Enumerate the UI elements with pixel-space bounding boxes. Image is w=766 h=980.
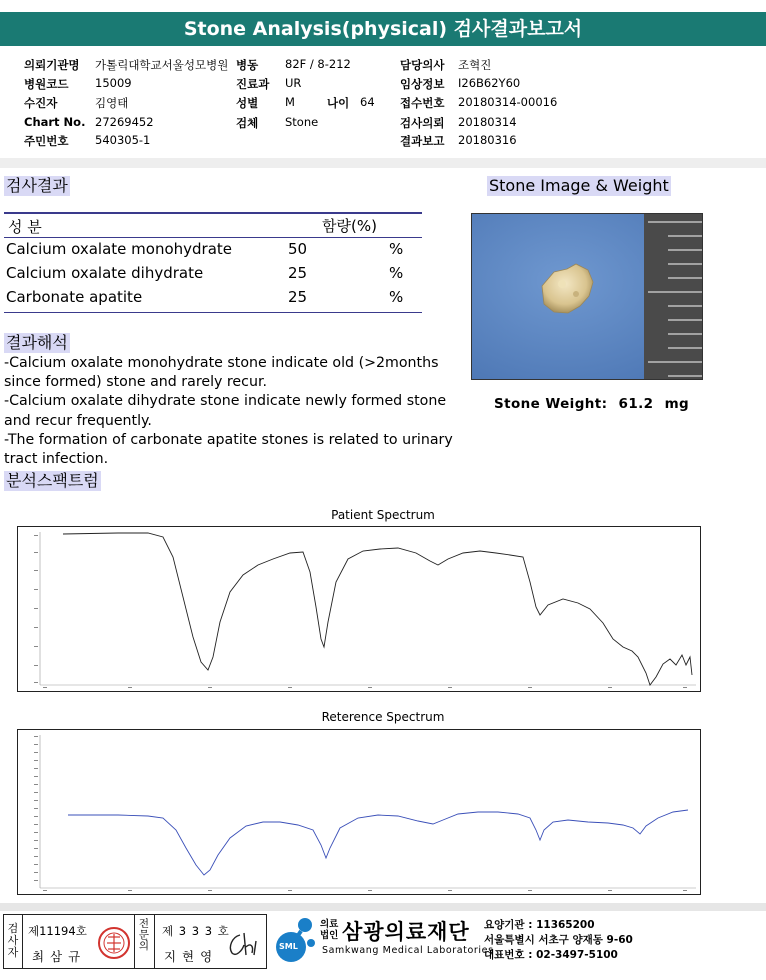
- examiner-name: 최 삼 규: [32, 949, 82, 964]
- value-report-date: 20180316: [458, 133, 517, 147]
- logo-text: SML: [279, 942, 298, 951]
- component-name: Calcium oxalate dihydrate: [6, 264, 204, 282]
- org-prefix-line: 법인: [320, 930, 339, 941]
- label-doctor: 담당의사: [400, 58, 445, 72]
- table-header: [4, 212, 422, 238]
- examiner-label: 검사자: [7, 922, 19, 959]
- component-name: Calcium oxalate monohydrate: [6, 240, 233, 258]
- patient-spectrum-chart: [17, 526, 701, 692]
- patient-info: [0, 52, 766, 152]
- component-value: 25: [288, 264, 308, 282]
- value-chart-no: 27269452: [95, 115, 154, 129]
- component-unit: %: [389, 240, 404, 258]
- examiner-license: 제11194호: [28, 924, 87, 938]
- value-age: 64: [360, 95, 375, 109]
- footer-divider: [0, 903, 766, 911]
- interpretation-line: -Calcium oxalate dihydrate stone indicate newly formed stone and recur frequently.: [4, 393, 447, 429]
- label-patient: 수진자: [24, 96, 58, 110]
- org-phone: 대표번호 : 02-3497-5100: [484, 949, 618, 961]
- value-specimen: Stone: [285, 115, 319, 129]
- value-requesting-institution: 가톨릭대학교서울성모병원: [95, 58, 229, 72]
- specialist-name: 지 현 영: [164, 949, 214, 964]
- label-requesting-institution: 의뢰기관명: [24, 58, 80, 72]
- value-doctor: 조혁진: [458, 58, 492, 72]
- label-resident-no: 주민번호: [24, 134, 69, 148]
- org-address: 서울특별시 서초구 양재동 9-60: [484, 934, 633, 946]
- value-resident-no: 540305-1: [95, 133, 151, 147]
- report-title: Stone Analysis(physical) 검사결과보고서: [0, 12, 766, 46]
- patient-spectrum-graphic: [18, 527, 700, 691]
- section-divider: [0, 158, 766, 168]
- org-prefix-line: 의료: [320, 919, 339, 930]
- org-prefix: [320, 919, 338, 941]
- signature-box: [3, 914, 267, 969]
- label-request-date: 검사의뢰: [400, 116, 445, 130]
- value-patient: 김영태: [95, 96, 129, 110]
- patient-spectrum-title: Patient Spectrum: [331, 508, 435, 522]
- interpretation-text: [4, 354, 464, 469]
- specialist-license: 제 3 3 3 호: [162, 924, 230, 938]
- stone-photo-graphic: [472, 214, 703, 380]
- label-ward: 병동: [236, 58, 259, 72]
- component-unit: %: [389, 264, 404, 282]
- label-sex: 성별: [236, 96, 259, 110]
- value-department: UR: [285, 76, 302, 90]
- value-sex: M: [285, 95, 295, 109]
- org-contact: [484, 918, 633, 963]
- results-heading: 검사결과: [6, 176, 68, 195]
- examiner-seal: [96, 921, 132, 965]
- seal-icon: [96, 921, 132, 965]
- component-unit: %: [389, 288, 404, 306]
- label-specimen: 검체: [236, 116, 259, 130]
- interpretation-heading: 결과해석: [6, 333, 68, 352]
- value-hospital-code: 15009: [95, 76, 132, 90]
- table-row: [4, 262, 422, 286]
- component-value: 25: [288, 288, 308, 306]
- interpretation-line: -The formation of carbonate apatite stones is related to urinary tract infection.: [4, 431, 453, 468]
- sml-logo-icon: [271, 913, 317, 969]
- interpretation-line: -Calcium oxalate monohydrate stone indicate old (>2months since formed) stone and rarely recur.: [4, 355, 439, 391]
- component-name: Carbonate apatite: [6, 288, 143, 306]
- component-value: 50: [288, 240, 308, 258]
- label-receipt-no: 접수번호: [400, 96, 445, 110]
- org-code: 요양기관 : 11365200: [484, 919, 595, 931]
- composition-table: [4, 212, 422, 316]
- label-age: 나이: [327, 96, 350, 110]
- specialist-signature: [222, 927, 262, 961]
- table-row: [4, 238, 422, 262]
- label-department: 진료과: [236, 77, 270, 91]
- label-hospital-code: 병원코드: [24, 77, 69, 91]
- divider: [154, 915, 155, 968]
- label-report-date: 결과보고: [400, 134, 445, 148]
- header-component: 성 분: [8, 218, 42, 236]
- weight-label: Stone Weight:: [494, 396, 608, 412]
- table-bottom-rule: [4, 312, 422, 313]
- org-name: 삼광의료재단: [342, 920, 470, 944]
- stone-weight: [494, 396, 689, 412]
- signature-mark: [222, 927, 262, 961]
- org-logo: [271, 913, 317, 969]
- stone-photo: [471, 213, 703, 380]
- weight-unit: mg: [664, 396, 690, 412]
- value-request-date: 20180314: [458, 115, 517, 129]
- reference-spectrum-graphic: [18, 730, 700, 894]
- specialist-label: 전문의: [138, 918, 150, 952]
- spectrum-heading: 분석스팩트럼: [6, 471, 99, 490]
- weight-value: 61.2: [618, 396, 654, 412]
- header-amount: 함량(%): [322, 217, 377, 235]
- org-english-name: Samkwang Medical Laboratories: [322, 945, 494, 956]
- stone-heading: Stone Image & Weight: [489, 176, 669, 195]
- divider: [22, 915, 23, 968]
- reference-spectrum-title: Reterence Spectrum: [321, 710, 445, 724]
- label-chart-no: Chart No.: [24, 115, 86, 129]
- reference-spectrum-chart: [17, 729, 701, 895]
- divider: [134, 915, 135, 968]
- label-clinical-info: 임상정보: [400, 77, 445, 91]
- table-row: [4, 286, 422, 310]
- value-ward: 82F / 8-212: [285, 57, 351, 71]
- value-receipt-no: 20180314-00016: [458, 95, 558, 109]
- value-clinical-info: I26B62Y60: [458, 76, 521, 90]
